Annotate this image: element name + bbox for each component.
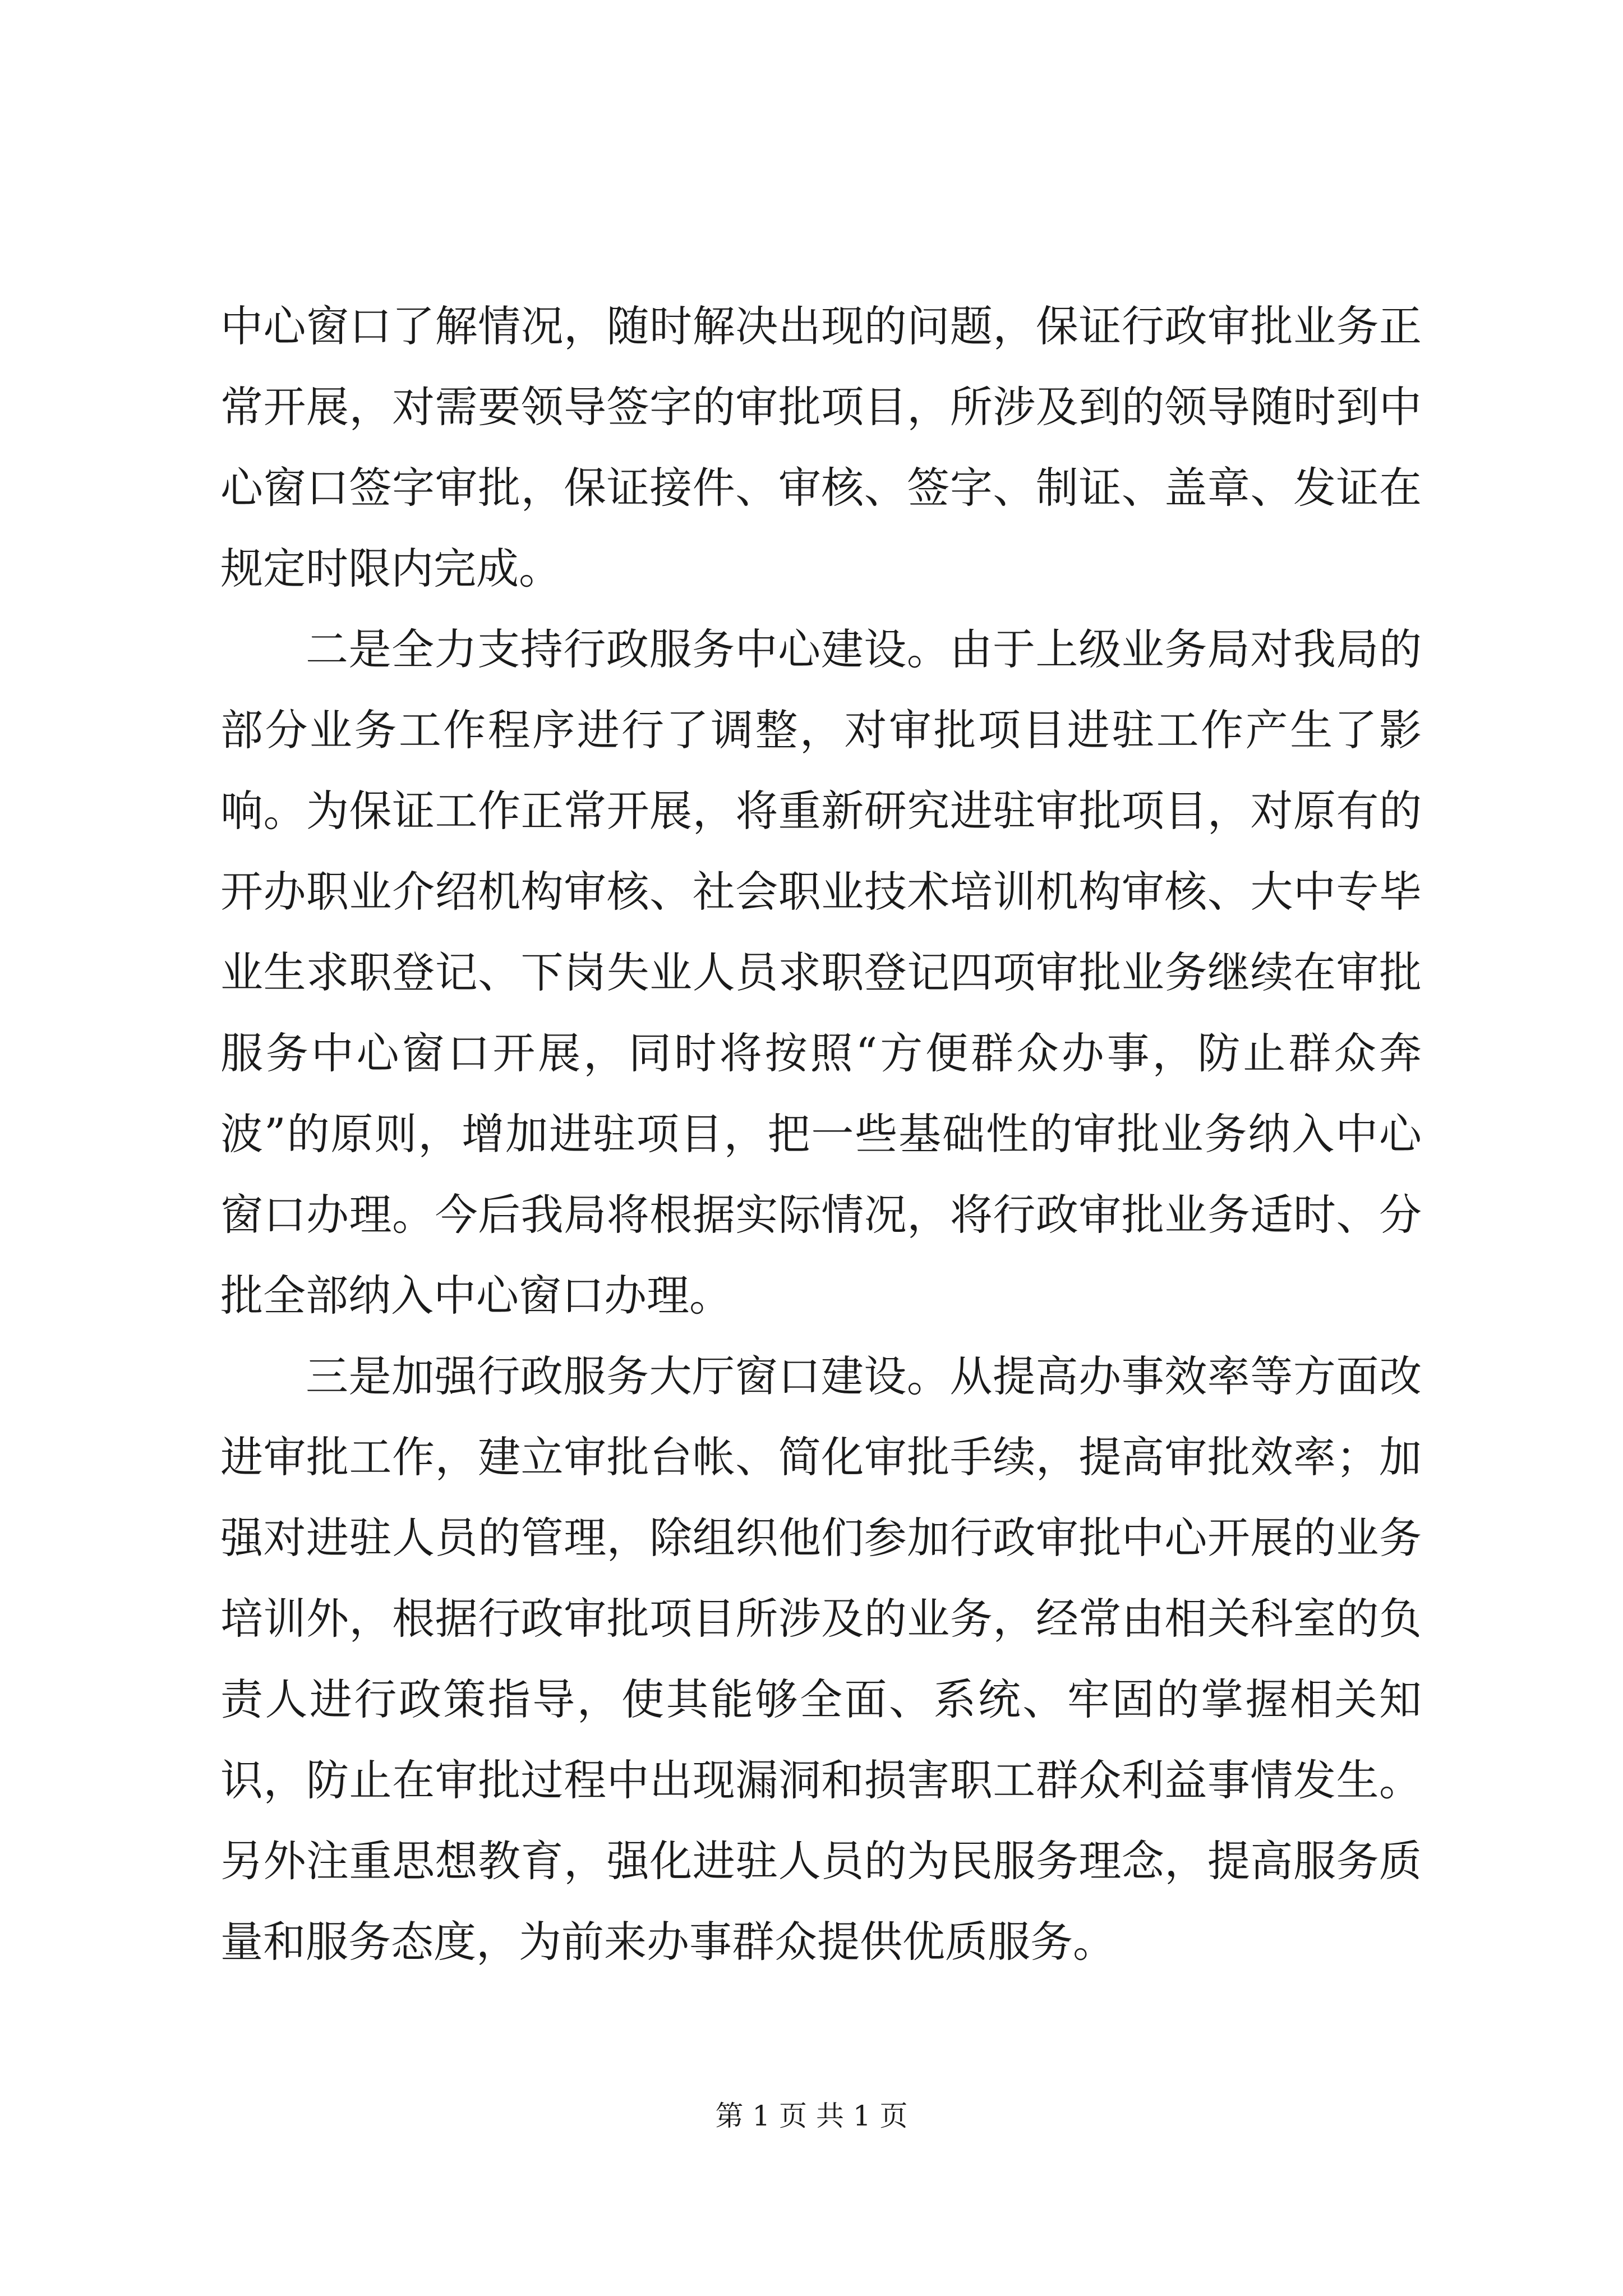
paragraph-continuation: 中心窗口了解情况，随时解决出现的问题，保证行政审批业务正常开展，对需要领导签字的审批项目，所涉及到的领导随时到中心窗口签字审批，保证接件、审核、签字、制证、盖章、发证在规定时限内完成。 [220,301,1422,593]
page-footer: 第 1 页 共 1 页 [715,2100,908,2132]
paragraph-point-two: 二是全力支持行政服务中心建设。由于上级业务局对我局的部分业务工作程序进行了调整，对审批项目进驻工作产生了影响。为保证工作正常开展，将重新研究进驻审批项目，对原有的开办职业介绍机构审核、社会职业技术培训机构审核、大中专毕业生求职登记、下岗失业人员求职登记四项审批业务继续在审批服务中心窗口开展，同时将按照“方便群众办事，防止群众奔波”的原则，增加进驻项目，把一些基础性的审批业务纳入中心窗口办理。今后我局将根据实际情况，将行政审批业务适时、分批全部纳入中心窗口办理。 [220,624,1422,1320]
paragraph-point-three: 三是加强行政服务大厅窗口建设。从提高办事效率等方面改进审批工作，建立审批台帐、简化审批手续，提高审批效率；加强对进驻人员的管理，除组织他们参加行政审批中心开展的业务培训外，根据行政审批项目所涉及的业务，经常由相关科室的负责人进行政策指导，使其能够全面、系统、牢固的掌握相关知识，防止在审批过程中出现漏洞和损害职工群众利益事情发生。另外注重思想教育，强化进驻人员的为民服务理念，提高服务质量和服务态度，为前来办事群众提供优质服务。 [220,1351,1422,1967]
document-body [220,286,1422,1982]
